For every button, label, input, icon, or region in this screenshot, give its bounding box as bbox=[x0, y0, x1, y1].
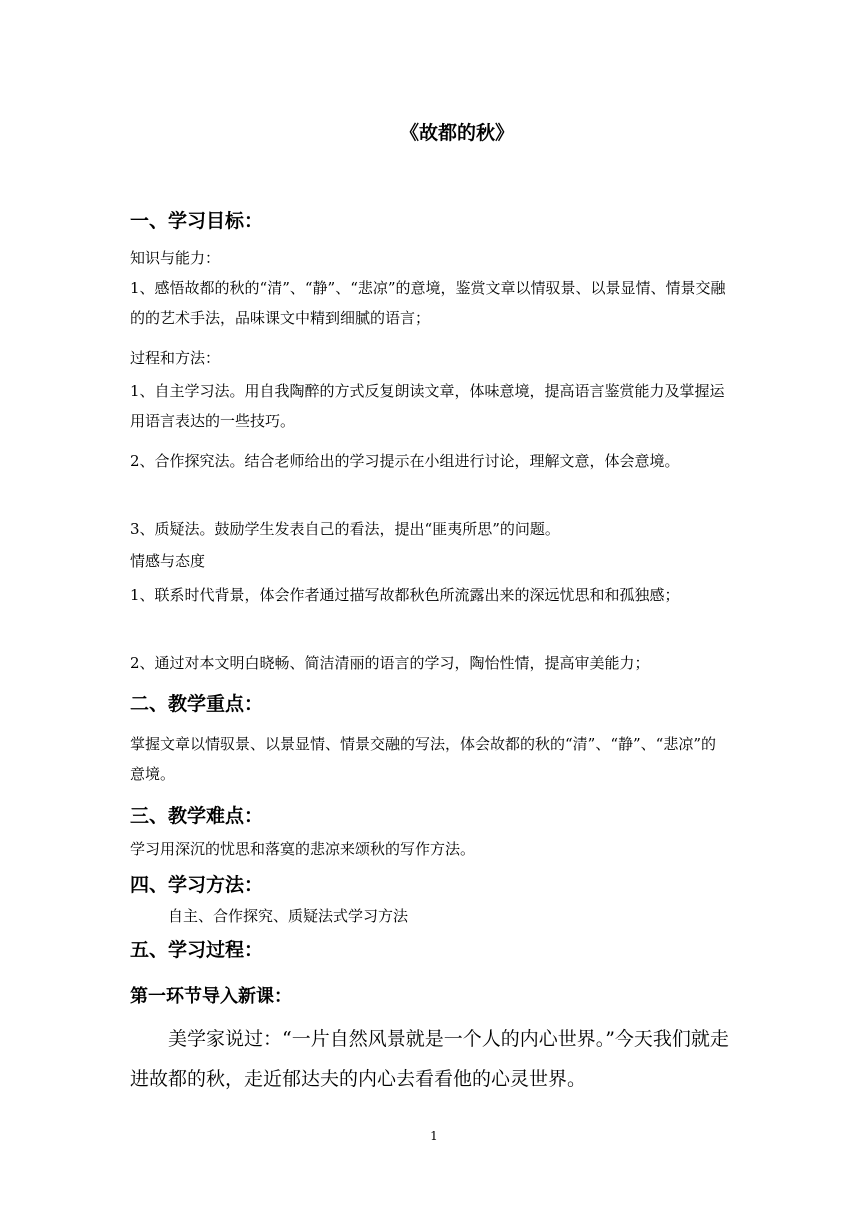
document-title: 《故都的秋》 bbox=[400, 122, 515, 144]
heading-methods: 四、学习方法： bbox=[130, 874, 264, 896]
goal-item: 1、自主学习法。用自我陶醉的方式反复朗读文章，体味意境，提高语言鉴赏能力及掌握运用语言表达的一些技巧。 bbox=[130, 382, 725, 430]
subheading-knowledge: 知识与能力： bbox=[130, 249, 221, 267]
heading-key-points: 二、教学重点： bbox=[130, 693, 264, 715]
difficulties-text: 学习用深沉的忧思和落寞的悲凉来颂秋的写作方法。 bbox=[130, 840, 476, 858]
goal-item: 2、合作探究法。结合老师给出的学习提示在小组进行讨论，理解文意，体会意境。 bbox=[130, 452, 680, 470]
subheading-attitude: 情感与态度 bbox=[130, 552, 206, 570]
goal-item: 1、感悟故都的秋的“清”、“静”、“悲凉”的意境，鉴赏文章以情驭景、以景显情、情景交融的的艺术手法，品味课文中精到细腻的语言； bbox=[130, 279, 726, 327]
page-number: 1 bbox=[430, 1129, 438, 1143]
intro-paragraph: 美学家说过：“一片自然风景就是一个人的内心世界。”今天我们就走进故都的秋，走近郁达夫的内心去看看他的心灵世界。 bbox=[130, 1028, 729, 1090]
goal-item: 3、质疑法。鼓励学生发表自己的看法，提出“匪夷所思”的问题。 bbox=[130, 520, 560, 538]
heading-process: 五、学习过程： bbox=[130, 939, 264, 961]
subheading-intro: 第一环节导入新课： bbox=[130, 986, 292, 1007]
subheading-process: 过程和方法： bbox=[130, 349, 221, 367]
goal-item: 2、通过对本文明白晓畅、简洁清丽的语言的学习，陶怡性情，提高审美能力； bbox=[130, 654, 650, 672]
heading-difficulties: 三、教学难点： bbox=[130, 805, 264, 827]
goal-item: 1、联系时代背景，体会作者通过描写故都秋色所流露出来的深远忧思和和孤独感； bbox=[130, 586, 680, 604]
heading-learning-goals: 一、学习目标： bbox=[130, 210, 264, 232]
key-points-text: 掌握文章以情驭景、以景显情、情景交融的写法，体会故都的秋的“清”、“静”、“悲凉”的意境。 bbox=[130, 735, 717, 783]
methods-text: 自主、合作探究、质疑法式学习方法 bbox=[168, 907, 409, 925]
